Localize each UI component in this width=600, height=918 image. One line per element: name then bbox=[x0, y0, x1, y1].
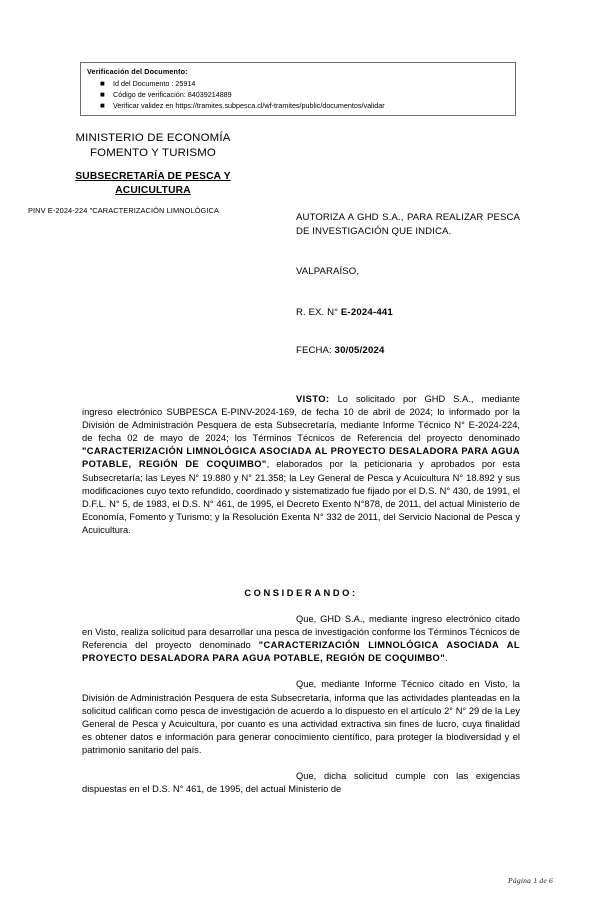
issue-date-line bbox=[296, 344, 520, 357]
verification-code: Código de verificación: 84039214889 bbox=[113, 90, 232, 100]
ministry-line-1: MINISTERIO DE ECONOMÍA bbox=[75, 132, 231, 144]
document-heading bbox=[296, 211, 520, 357]
verification-box-title: Verificación del Documento: bbox=[87, 67, 188, 76]
bullet-icon: ■ bbox=[100, 90, 105, 100]
considerando-paragraph-3 bbox=[82, 770, 520, 796]
letterhead bbox=[24, 131, 282, 216]
subsecretariat-line-2: ACUICULTURA bbox=[115, 184, 191, 196]
list-item bbox=[87, 100, 515, 111]
list-item bbox=[87, 89, 515, 100]
resolution-number: E-2024-441 bbox=[340, 307, 393, 318]
date-label: FECHA: bbox=[296, 345, 332, 356]
considerando-p1-part-2: . bbox=[445, 653, 448, 664]
considerando-p1-project-title: "CARACTERIZACIÓN LIMNOLÓGICA ASOCIADA AL PROYECTO DESALADORA PARA AGUA POTABLE, REGIÓN DE COQUIMBO" bbox=[82, 640, 520, 664]
issue-city: VALPARAÍSO, bbox=[296, 266, 360, 277]
considerando-section bbox=[82, 613, 520, 796]
resolution-label: R. EX. N° bbox=[296, 307, 339, 318]
ministry-name bbox=[24, 131, 282, 160]
visto-text-part-2: , elaborados por la peticionaria y aprobados por esta Subsecretaría; las Leyes N° 19.880 y N° 21.358; la Ley General de Pesca y Acuicultura N° 18.892 y sus modificaciones cuyo texto refundido, coordinado y sistematizado fue fijado por el D.S. N° 430, de 1991, el D.F.L. N° 5, de 1983, el D.S. N° 461, de 1995, el Decreto Exento N°878, de 2011, del actual Ministerio de Economía, Fomento y Turismo; y la Resolución Exenta N° 332 de 2011, del Servicio Nacional de Pesca y Acuicultura. bbox=[82, 459, 521, 535]
visto-paragraph bbox=[82, 393, 520, 537]
visto-section bbox=[82, 393, 520, 537]
bullet-icon: ■ bbox=[100, 101, 105, 111]
visto-text-part-1: Lo solicitado por GHD S.A., mediante ingreso electrónico SUBPESCA E-PINV-2024-169, de fecha 10 de abril de 2024; lo informado por la División de Administración Pesquera de esta Subsecretaría, mediante Informe Técnico N° E-2024-224, de fecha 02 de mayo de 2024; los Términos Técnicos de Referencia del proyecto denominado bbox=[82, 394, 520, 444]
verification-url: Verificar validez en https://tramites.subpesca.cl/wf-tramites/public/documentos/validar bbox=[113, 101, 385, 111]
list-item bbox=[87, 78, 515, 89]
project-reference-line: PINV E-2024-224 "CARACTERIZACIÓN LIMNOLÓGICA bbox=[28, 206, 220, 215]
visto-project-title: "CARACTERIZACIÓN LIMNOLÓGICA ASOCIADA AL PROYECTO DESALADORA PARA AGUA POTABLE, REGIÓN DE COQUIMBO" bbox=[82, 446, 520, 470]
subsecretariat-line-1: SUBSECRETARÍA DE PESCA Y bbox=[75, 171, 231, 182]
bullet-icon: ■ bbox=[100, 79, 105, 88]
considerando-paragraph-2 bbox=[82, 678, 520, 757]
visto-keyword: VISTO: bbox=[296, 394, 330, 404]
ministry-line-2: FOMENTO Y TURISMO bbox=[90, 146, 216, 159]
considerando-paragraph-1 bbox=[82, 613, 520, 665]
date-value: 30/05/2024 bbox=[334, 345, 385, 356]
verification-box bbox=[80, 62, 516, 116]
verification-document-id: Id del Documento : 25914 bbox=[113, 79, 196, 88]
page-title: AUTORIZA A GHD S.A., PARA REALIZAR PESCA DE INVESTIGACIÓN QUE INDICA. bbox=[296, 212, 520, 237]
considerando-p1-part-1: Que, GHD S.A., mediante ingreso electrónico citado en Visto, realiza solicitud para desarrollar una pesca de investigación conforme los Términos Técnicos de Referencia del proyecto denominado bbox=[82, 614, 520, 651]
verification-box-list bbox=[87, 78, 515, 112]
resolution-number-line bbox=[296, 306, 520, 319]
considerando-heading: CONSIDERANDO: bbox=[244, 588, 358, 598]
considerando-p3-text: Que, dicha solicitud cumple con las exigencias dispuestas en el D.S. N° 461, de 1995, del actual Ministerio de bbox=[82, 771, 520, 795]
subsecretariat-name bbox=[24, 170, 282, 197]
page-footer: Página 1 de 6 bbox=[508, 876, 553, 885]
considerando-p2-text: Que, mediante Informe Técnico citado en Visto, la División de Administración Pesquera de esta Subsecretaría, informa que las actividades planteadas en la solicitud califican como pesca de investigación de acuerdo a lo dispuesto en el artículo 2° N° 29 de la Ley General de Pesca y Acuicultura, por cuanto es una actividad extractiva sin fines de lucro, cuya finalidad es obtener datos e información para generar conocimiento científico, para proteger la biodiversidad y el patrimonio sanitario del país. bbox=[82, 679, 520, 755]
